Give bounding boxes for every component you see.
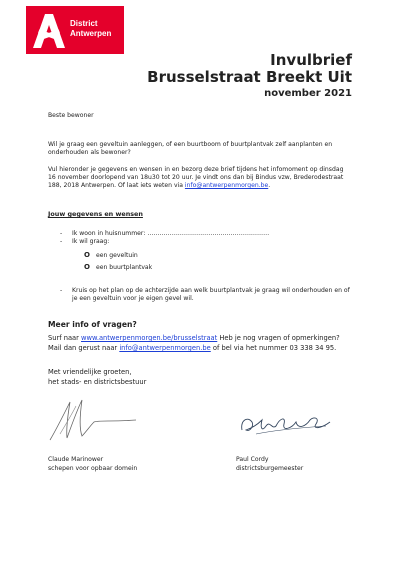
intro-line-1: Wil je graag een geveltuin aanleggen, of een buurtboom of buurtplantvak zelf aanplanten en xyxy=(48,141,333,148)
contact-email-link[interactable]: info@antwerpenmorgen.be xyxy=(119,344,211,352)
signature-claude-marinower xyxy=(46,394,141,446)
surf-suffix: Heb je nog vragen of opmerkingen? xyxy=(217,334,340,342)
surf-prefix: Surf naar xyxy=(48,334,82,342)
title-brusselstraat: Brusselstraat Breekt Uit xyxy=(147,68,352,86)
title-date: november 2021 xyxy=(264,88,352,99)
dash-bullet: - xyxy=(60,287,63,294)
title-invulbrief: Invulbrief xyxy=(270,51,352,69)
greeting: Beste bewoner xyxy=(48,112,94,119)
logo-line-district: District xyxy=(70,19,98,28)
cross-instruction-line-2: je een geveltuin voor je eigen gevel wil. xyxy=(72,295,194,302)
option-bullet[interactable]: O xyxy=(84,251,90,259)
district-antwerpen-logo xyxy=(26,6,124,54)
info-surf-line xyxy=(48,334,340,343)
info-mail-line xyxy=(48,344,336,353)
wish-label: Ik wil graag: xyxy=(72,238,110,245)
intro-line-2: onderhouden als bewoner? xyxy=(48,149,131,156)
info-line-3-suffix: . xyxy=(268,182,271,189)
info-email-link[interactable]: info@antwerpenmorgen.be xyxy=(184,182,269,189)
cross-instruction-line-1: Kruis op het plan op de achterzijde aan welk buurtplantvak je graag wil onderhouden en of xyxy=(72,287,350,294)
address-label: Ik woon in huisnummer: …………………………………………………… xyxy=(72,230,270,237)
signatory-left-role: schepen voor opbaar domein xyxy=(48,465,138,472)
website-link[interactable]: www.antwerpenmorgen.be/brusselstraat xyxy=(81,334,218,342)
antwerpen-a-logo-icon xyxy=(29,11,69,49)
info-line-3-prefix: 188, 2018 Antwerpen. Of laat iets weten via xyxy=(48,182,185,189)
dash-bullet: - xyxy=(60,238,63,245)
letter-title-block xyxy=(147,52,352,100)
option-buurtplantvak: een buurtplantvak xyxy=(96,264,153,271)
closing-line-2: het stads- en districtsbestuur xyxy=(48,378,147,386)
signatory-right-name: Paul Cordy xyxy=(236,456,269,463)
signature-paul-cordy xyxy=(236,408,336,440)
option-bullet[interactable]: O xyxy=(84,263,90,271)
mail-suffix: of bel via het nummer 03 338 34 95. xyxy=(210,344,337,352)
mail-prefix: Mail dan gerust naar xyxy=(48,344,120,352)
section-gegevens-heading: Jouw gegevens en wensen xyxy=(48,210,143,218)
option-geveltuin: een geveltuin xyxy=(96,252,138,259)
signatory-left-name: Claude Marinower xyxy=(48,456,104,463)
section-info-heading: Meer info of vragen? xyxy=(48,320,137,329)
dash-bullet: - xyxy=(60,230,63,237)
info-line-1: Vul hieronder je gegevens en wensen in en bezorg deze brief tijdens het infomoment op dinsdag xyxy=(48,166,344,173)
info-line-2: 16 november doorlopend van 18u30 tot 20 uur. Je vindt ons dan bij Bindus vzw, Brederodestraat xyxy=(48,174,344,181)
logo-line-antwerpen: Antwerpen xyxy=(70,29,112,38)
info-line-3 xyxy=(48,182,270,190)
signatory-right-role: districtsburgemeester xyxy=(236,465,304,472)
closing-line-1: Met vriendelijke groeten, xyxy=(48,368,132,376)
